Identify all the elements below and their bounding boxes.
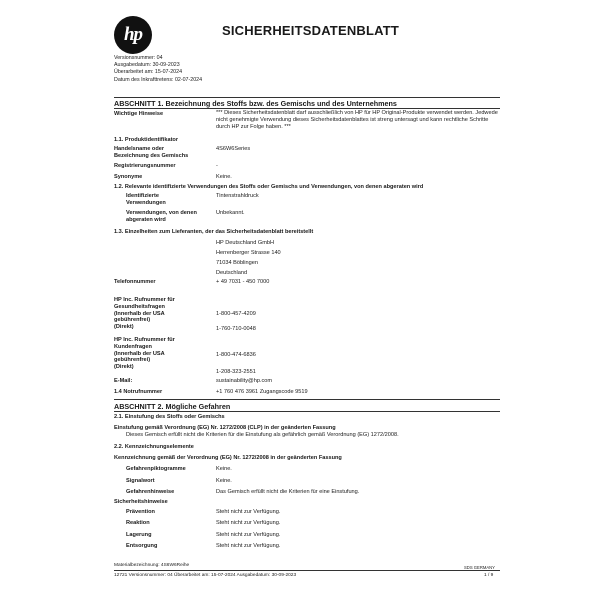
section-2-title: ABSCHNITT 2. Mögliche Gefahren — [114, 402, 231, 411]
page-number: 1 / 9 — [484, 573, 494, 578]
signal-word-label: Signalwort — [126, 478, 155, 484]
section-divider — [114, 411, 500, 412]
subsection-1-1: 1.1. Produktidentifikator — [114, 137, 179, 143]
supplier-address — [216, 238, 281, 278]
disposal-value: Steht nicht zur Verfügung. — [216, 543, 281, 549]
customer-hotline-direct: 1-208-323-2551 — [216, 369, 256, 375]
pictograms-value: Keine. — [216, 466, 232, 472]
response-value: Steht nicht zur Verfügung. — [216, 520, 281, 526]
important-notes-label: Wichtige Hinweise — [114, 111, 164, 117]
disposal-label: Entsorgung — [126, 543, 158, 549]
registration-value: - — [216, 163, 218, 169]
prevention-label: Prävention — [126, 509, 155, 515]
section-divider — [114, 399, 500, 400]
customer-hotline-usa: 1-800-474-6836 — [216, 352, 256, 358]
issue-date: Ausgabedatum: 30-09-2023 — [114, 62, 180, 69]
supplier-company: HP Deutschland GmbH — [216, 240, 275, 246]
email-value[interactable]: sustainability@hp.com — [216, 378, 273, 384]
advised-against-value: Unbekannt. — [216, 210, 245, 216]
phone-value: + 49 7031 - 450 7000 — [216, 279, 270, 285]
email-label: E-Mail: — [114, 378, 133, 384]
trade-name-label: Handelsname oder Bezeichnung des Gemischs — [114, 146, 189, 159]
section-divider — [114, 97, 500, 98]
subsection-2-1: 2.1. Einstufung des Stoffs oder Gemischs — [114, 414, 225, 420]
supplier-country: Deutschland — [216, 270, 248, 276]
revision-date: Überarbeitet am: 15-07-2024 — [114, 69, 183, 76]
classification-text: Dieses Gemisch erfüllt nicht die Kriterien für die Einstufung als gefährlich gemäß Verordnung (EG) 1272/2008. — [126, 432, 399, 438]
storage-label: Lagerung — [126, 532, 152, 538]
synonyms-label: Synonyme — [114, 174, 143, 180]
supplier-city: 71034 Böblingen — [216, 260, 258, 266]
labelling-heading: Kennzeichnung gemäß der Verordnung (EG) Nr. 1272/2008 in der geänderten Fassung — [114, 455, 342, 461]
version-meta — [114, 55, 202, 84]
phone-label: Telefonnummer — [114, 279, 156, 285]
precautionary-heading: Sicherheitshinweise — [114, 499, 168, 505]
registration-label: Registrierungsnummer — [114, 163, 176, 169]
health-hotline-usa: 1-800-457-4209 — [216, 311, 256, 317]
hp-logo: hp — [114, 16, 152, 54]
subsection-1-2: 1.2. Relevante identifizierte Verwendungen des Stoffs oder Gemischs und Verwendungen, von denen abgeraten wird — [114, 184, 424, 190]
storage-value: Steht nicht zur Verfügung. — [216, 532, 281, 538]
footer-version-line: 12721 Versionsnummer: 04 Überarbeitet am: 15-07-2024 Ausgabedatum: 30-09-2023 — [114, 573, 297, 578]
advised-against-label: Verwendungen, von denen abgeraten wird — [126, 210, 197, 223]
footer-sds-label: SDS GERMANY — [464, 565, 495, 570]
subsection-2-2: 2.2. Kennzeichnungselemente — [114, 444, 194, 450]
section-1-title: ABSCHNITT 1. Bezeichnung des Stoffs bzw. des Gemischs und des Unternehmens — [114, 99, 397, 108]
signal-word-value: Keine. — [216, 478, 232, 484]
health-hotline-direct: 1-760-710-0048 — [216, 326, 256, 332]
important-notes-text: *** Dieses Sicherheitsdatenblatt darf ausschließlich von HP für HP Original-Produkte verwendet werden. Jedwede nicht genehmigte Verwendung dieses Sicherheitsdatenblattes ist streng untersagt und kann rechtliche Schritte durch HP zur Folge haben. *** — [216, 110, 498, 130]
synonyms-value: Keine. — [216, 174, 232, 180]
footer-divider — [114, 570, 500, 571]
trade-name-value: 4S6W6Series — [216, 146, 251, 152]
hazard-statements-value: Das Gemisch erfüllt nicht die Kriterien für eine Einstufung. — [216, 489, 360, 495]
subsection-1-3: 1.3. Einzelheiten zum Lieferanten, der das Sicherheitsdatenblatt bereitstellt — [114, 229, 314, 235]
version-number: Versionsnummer: 04 — [114, 55, 163, 61]
pictograms-label: Gefahrenpiktogramme — [126, 466, 186, 472]
footer-material: Materialbezeichnung: 4S6W6Reihe — [114, 563, 190, 568]
document-title: SICHERHEITSDATENBLATT — [222, 23, 400, 38]
customer-hotline-label: HP Inc. Rufnummer für Kundenfragen (Innerhalb der USA gebührenfrei) (Direkt) — [114, 337, 175, 371]
health-hotline-label: HP Inc. Rufnummer für Gesundheitsfragen (Innerhalb der USA gebührenfrei) (Direkt) — [114, 297, 175, 331]
identified-uses-value: Tintenstrahldruck — [216, 193, 259, 199]
hazard-statements-label: Gefahrenhinweise — [126, 489, 175, 495]
supplier-street: Herrenberger Strasse 140 — [216, 250, 281, 256]
prevention-value: Steht nicht zur Verfügung. — [216, 509, 281, 515]
emergency-value: +1 760 476 3961 Zugangscode 9519 — [216, 389, 308, 395]
classification-heading: Einstufung gemäß Verordnung (EG) Nr. 1272/2008 (CLP) in der geänderten Fassung — [114, 425, 336, 431]
emergency-label: 1.4 Notrufnummer — [114, 389, 163, 395]
identified-uses-label: Identifizierte Verwendungen — [126, 193, 166, 206]
response-label: Reaktion — [126, 520, 150, 526]
section-divider — [114, 108, 500, 109]
effective-date: Datum des Inkrafttretens: 02-07-2024 — [114, 76, 203, 83]
